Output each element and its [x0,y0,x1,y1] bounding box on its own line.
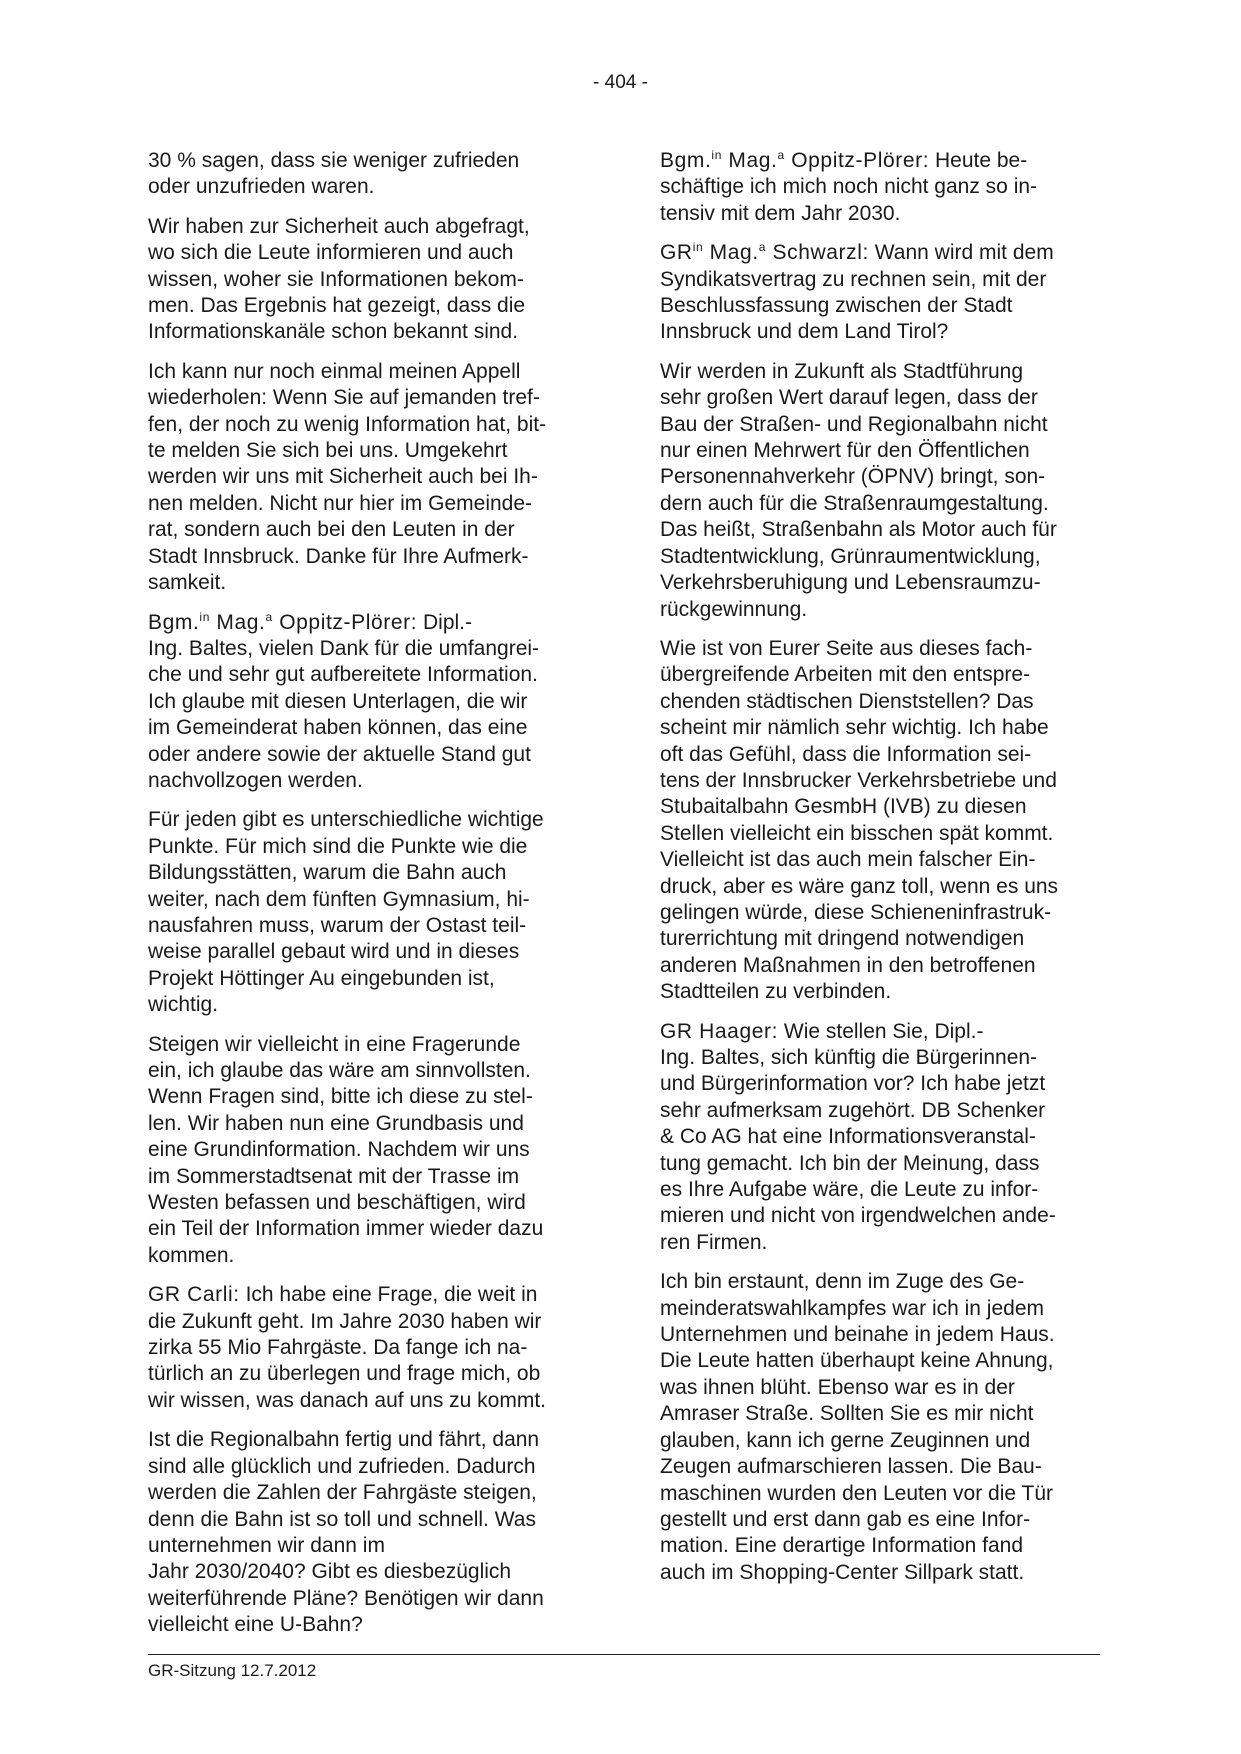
footer-session-date: GR-Sitzung 12.7.2012 [148,1661,317,1680]
footer-divider [148,1654,1100,1655]
page-number: - 404 - [593,72,648,93]
speaker-name: Bgm.$^{in}$ Mag.$^a$ Oppitz-Plörer: [148,609,418,634]
speaker-name: $GR^{in}$ Mag.$^a$ Schwarzl: [660,240,869,265]
paragraph: Wie ist von Eurer Seite aus dieses fach- übergreifende Arbeiten mit den entspre- chenden städtischen Dienststellen? Das scheint mir nämlich sehr wichtig. Ich habe oft das Gefühl, dass die Information sei- tens der Innsbrucker Verkehrsbetriebe und Stubaitalbahn GesmbH (IVB) zu diesen Stellen vielleicht ein bisschen spät kommt. Vielleicht ist das auch mein falscher Ein- druck, aber es wäre ganz toll, wenn es uns gelingen würde, diese Schieneninfrastruk- turerrichtung mit dringend notwendigen anderen Maßnahmen in den betroffenen Stadtteilen zu verbinden. [660,636,1059,1004]
paragraph: Wir werden in Zukunft als Stadtführung sehr großen Wert darauf legen, dass der Bau der Straßen- und Regionalbahn nicht nur einen Mehrwert für den Öffentlichen Personennahverkehr (ÖPNV) bringt, son- dern auch für die Straßenraumgestaltung. Das heißt, Straßenbahn als Motor auch für Stadtentwicklung, Grünraumentwicklung, Verkehrsberuhigung und Lebensraumzu- rückgewinnung. [660,359,1057,621]
speaker-name: Bgm.$^{in}$ Mag.$^a$ Oppitz-Plörer: [660,148,930,172]
left-column [148,148,598,1652]
speaker-name: GR Haager: [660,1019,779,1043]
paragraph: Für jeden gibt es unterschiedliche wichtige Punkte. Für mich sind die Punkte wie die Bildungsstätten, warum die Bahn auch weiter, nach dem fünften Gymnasium, hi- nausfahren muss, warum der Ostast teil- weise parallel gebaut wird und in dieses Projekt Höttinger Au eingebunden ist, wichtig. [148,808,544,1017]
right-column [660,148,1110,1599]
paragraph: Steigen wir vielleicht in eine Fragerunde ein, ich glaube das wäre am sinnvollsten. Wenn Fragen sind, bitte ich diese zu stel- len. Wir haben nun eine Grundbasis und eine Grundinformation. Nachdem wir uns im Sommerstadtsenat mit der Trasse im Westen befassen und beschäftigen, wird ein Teil der Information immer wieder dazu kommen. [148,1032,544,1267]
speaker-paragraph: Bgm.$^{in}$ Mag.$^a$ Oppitz-Plörer: Heute be- schäftige ich mich noch nicht ganz so in- tensiv mit dem Jahr 2030. [660,148,1038,225]
speaker-name: GR Carli: [148,1283,240,1307]
paragraph: Ich kann nur noch einmal meinen Appell wiederholen: Wenn Sie auf jemanden tref- fen, der noch zu wenig Information hat, bit- te melden Sie sich bei uns. Umgekehrt werden wir uns mit Sicherheit auch bei Ih- nen melden. Nicht nur hier im Gemeinde- rat, sondern auch bei den Leuten in der Stadt Innsbruck. Danke für Ihre Aufmerk- samkeit. [148,359,547,595]
speaker-paragraph: Bgm.$^{in}$ Mag.$^a$ Oppitz-Plörer: Dipl.- Ing. Baltes, vielen Dank für die umfangrei- che und sehr gut aufbereitete Information. Ich glaube mit diesen Unterlagen, die wir im Gemeinderat haben können, das eine oder andere sowie der aktuelle Stand gut nachvollzogen werden. [148,609,540,792]
speaker-paragraph: GR Carli: Ich habe eine Frage, die weit in die Zukunft geht. Im Jahre 2030 haben wir zirka 55 Mio Fahrgäste. Da fange ich na- türlich an zu überlegen und frage mich, ob wir wissen, was danach auf uns zu kommt. [148,1283,546,1412]
paragraph: Wir haben zur Sicherheit auch abgefragt, wo sich die Leute informieren und auch wissen, woher sie Informationen bekom- men. Das Ergebnis hat gezeigt, dass die Informationskanäle schon bekannt sind. [148,214,530,344]
speaker-paragraph: $GR^{in}$ Mag.$^a$ Schwarzl: Wann wird mit dem Syndikatsvertrag zu rechnen sein, mit der Beschlussfassung zwischen der Stadt Innsbruck und dem Land Tirol? [660,240,1054,344]
paragraph: 30 % sagen, dass sie weniger zufrieden oder unzufrieden waren. [148,149,520,199]
paragraph: Ich bin erstaunt, denn im Zuge des Ge- meinderatswahlkampfes war ich in jedem Unternehmen und beinahe in jedem Haus. Die Leute hatten überhaupt keine Ahnung, was ihnen blüht. Ebenso war es in der Amraser Straße. Sollten Sie es mir nicht glauben, kann ich gerne Zeuginnen und Zeugen aufmarschieren lassen. Die Bau- maschinen wurden den Leuten vor die Tür gestellt und erst dann gab es eine Infor- mation. Eine derartige Information fand auch im Shopping-Center Sillpark statt. [660,1270,1055,1584]
paragraph: Ist die Regionalbahn fertig und fährt, dann sind alle glücklich und zufrieden. Dadurch werden die Zahlen der Fahrgäste steigen, denn die Bahn ist so toll und schnell. Was unternehmen wir dann im Jahr 2030/2040? Gibt es diesbezüglich weiterführende Pläne? Benötigen wir dann vielleicht eine U-Bahn? [148,1428,544,1637]
speaker-paragraph: GR Haager: Wie stellen Sie, Dipl.- Ing. Baltes, sich künftig die Bürgerinnen- und Bürgerinformation vor? Ich habe jetzt sehr aufmerksam zugehört. DB Schenker & Co AG hat eine Informationsveranstal- tung gemacht. Ich bin der Meinung, dass es Ihre Aufgabe wäre, die Leute zu infor- mieren und nicht von irgendwelchen ande- ren Firmen. [660,1019,1056,1254]
